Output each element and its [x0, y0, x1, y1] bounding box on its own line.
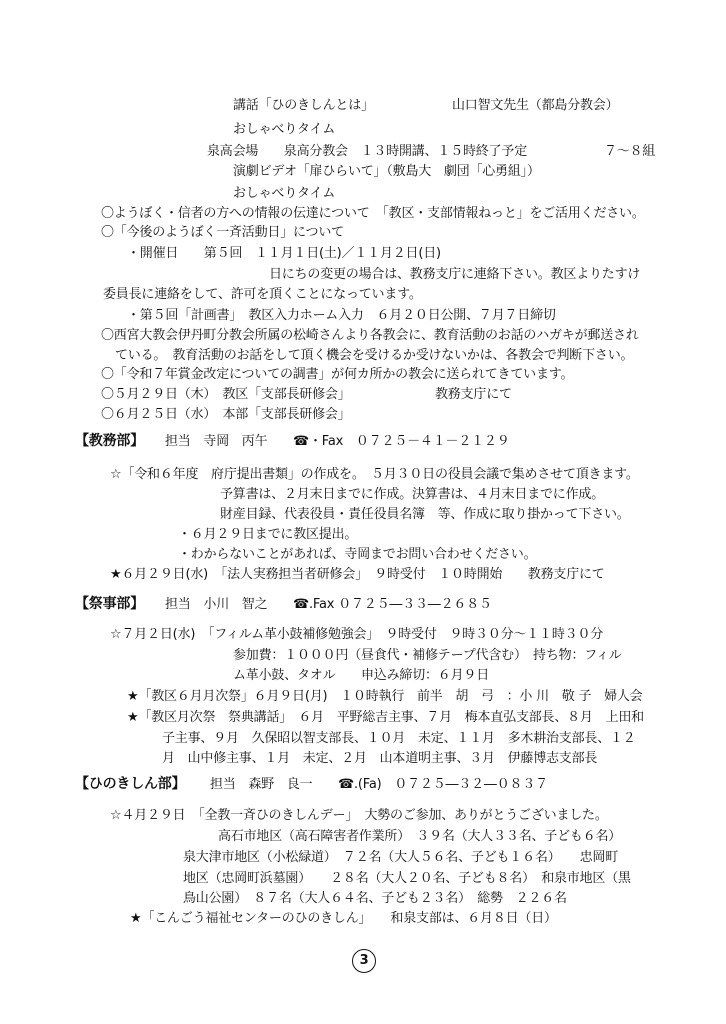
info-line: 地区（忠岡町浜墓園） ２８名（大人２０名、子ども８名） 和泉市地区（黒: [183, 871, 631, 886]
talk-speaker: 山口智文先生（都島分教会）: [452, 98, 619, 113]
info-line: ☆「令和６年度 府庁提出書類」の作成を。 ５月３０日の役員会議で集めさせて頂きます。: [110, 467, 639, 482]
info-line: ★「こんごう福祉センターのひのきしん」 和泉支部は、６月８日（日）: [130, 911, 557, 926]
info-line: 子主事、９月 久保昭以智支部長、１０月 未定、１１月 多木耕治支部長、１２: [162, 731, 636, 746]
info-line: 参加費：１０００円（昼食代・補修テープ代含む） 持ち物：フィル: [233, 648, 622, 663]
info-line: 月 山中修主事、１月 未定、２月 山本道明主事、３月 伊藤博志支部長: [162, 751, 598, 766]
info-line-location: 教務支庁にて: [435, 387, 512, 402]
info-line: ム革小鼓、タオル 申込み締切：６月９日: [233, 668, 490, 683]
info-line: ☆４月２９日 「全教一斉ひのきしんデー」 大勢のご参加、ありがとうございました。: [110, 808, 608, 823]
section-contact-kyomu: 担当 寺岡 丙午 ☎・Fax ０７２５－４１－２１２９: [165, 434, 510, 449]
info-line: 〇６月２５日（水） 本部「支部長研修会」: [101, 407, 351, 422]
info-line: ★「教区６月月次祭」６月９日(月) １０時執行 前半 胡 弓 ：小 川 敬 子 婦人会: [127, 689, 643, 704]
section-title-saiji: 【祭事部】: [75, 596, 144, 612]
info-line: 泉大津市地区（小松緑道） ７２名（大人５６名、子ども１６名） 忠岡町: [183, 850, 619, 865]
info-line: 〇西宮大教会伊丹町分教会所属の松崎さんより各教会に、教育活動のお話のハガキが郵送され: [101, 328, 639, 343]
section-contact-saiji: 担当 小川 智之 ☎.Fax ０７２５―３３―２６８５: [165, 597, 492, 612]
talk-line: 講話「ひのきしんとは」: [233, 98, 374, 113]
info-line: 〇「今後のようぼく一斉活動日」について: [101, 225, 344, 240]
info-line: ・第５回「計画書」 教区入力ホーム入力 ６月２０日公開、７月７日締切: [127, 308, 556, 323]
info-line: 日にちの変更の場合は、教務支庁に連絡下さい。教区よりたすけ: [269, 267, 641, 282]
info-line: 〇「令和７年賞金改定についての調書」が何カ所かの教会に送られてきています。: [101, 367, 574, 382]
venue-groups: ７～８組: [604, 144, 656, 159]
page-number: 3: [352, 949, 376, 973]
info-line: 高石市地区（高石障害者作業所） ３９名（大人３３名、子ども６名）: [218, 829, 622, 844]
info-line: ・６月２９日までに教区提出。: [178, 527, 358, 542]
venue-line: 泉高会場 泉高分教会 １３時開講、１５時終了予定: [207, 144, 528, 159]
video-line: 演劇ビデオ「扉ひらいて」（敷島大 劇団「心勇組」）: [233, 164, 540, 179]
info-line: 〇ようぼく・信者の方への情報の伝達について 「教区・支部情報ねっと」をご活用ください。: [101, 206, 645, 221]
info-line: ★６月２９日(水) 「法人実務担当者研修会」 ９時受付 １０時開始 教務支庁にて: [110, 567, 605, 582]
section-title-hinokishin: 【ひのきしん部】: [75, 776, 186, 792]
info-line: 財産目録、代表役員・責任役員名簿 等、作成に取り掛かって下さい。: [220, 507, 630, 522]
info-line: 鳥山公園） ８７名（大人６４名、子ども２３名） 総勢 ２２６名: [183, 891, 567, 906]
info-line: ・わからないことがあれば、寺岡までお問い合わせください。: [178, 547, 537, 562]
info-line: ☆７月２日(水) 「フィルム革小鼓補修勉強会」 ９時受付 ９時３０分～１１時３０分: [110, 627, 604, 642]
section-title-kyomu: 【教務部】: [75, 433, 144, 449]
info-line: 〇５月２９日（木） 教区「支部長研修会」: [101, 387, 351, 402]
info-line: ★「教区月次祭 祭典講話」 ６月 平野総吉主事、７月 梅本直弘支部長、８月 上田和: [127, 710, 644, 725]
chat-time-line: おしゃべりタイム: [233, 122, 336, 137]
chat-time-line: おしゃべりタイム: [233, 186, 336, 201]
info-line: ている。 教育活動のお話をして頂く機会を受けるか受けないかは、各教会で判断下さい。: [115, 348, 634, 363]
section-contact-hinokishin: 担当 森野 良一 ☎.(Fa) ０７２５―３２―０８３７: [210, 777, 548, 792]
info-line: ・開催日 第５回 １１月１日(土)／１１月２日(日): [127, 246, 441, 261]
info-line: 予算書は、２月末日までに作成。決算書は、４月末日までに作成。: [220, 487, 605, 502]
info-line: 委員長に連絡をして、許可を頂くことになっています。: [103, 287, 422, 302]
